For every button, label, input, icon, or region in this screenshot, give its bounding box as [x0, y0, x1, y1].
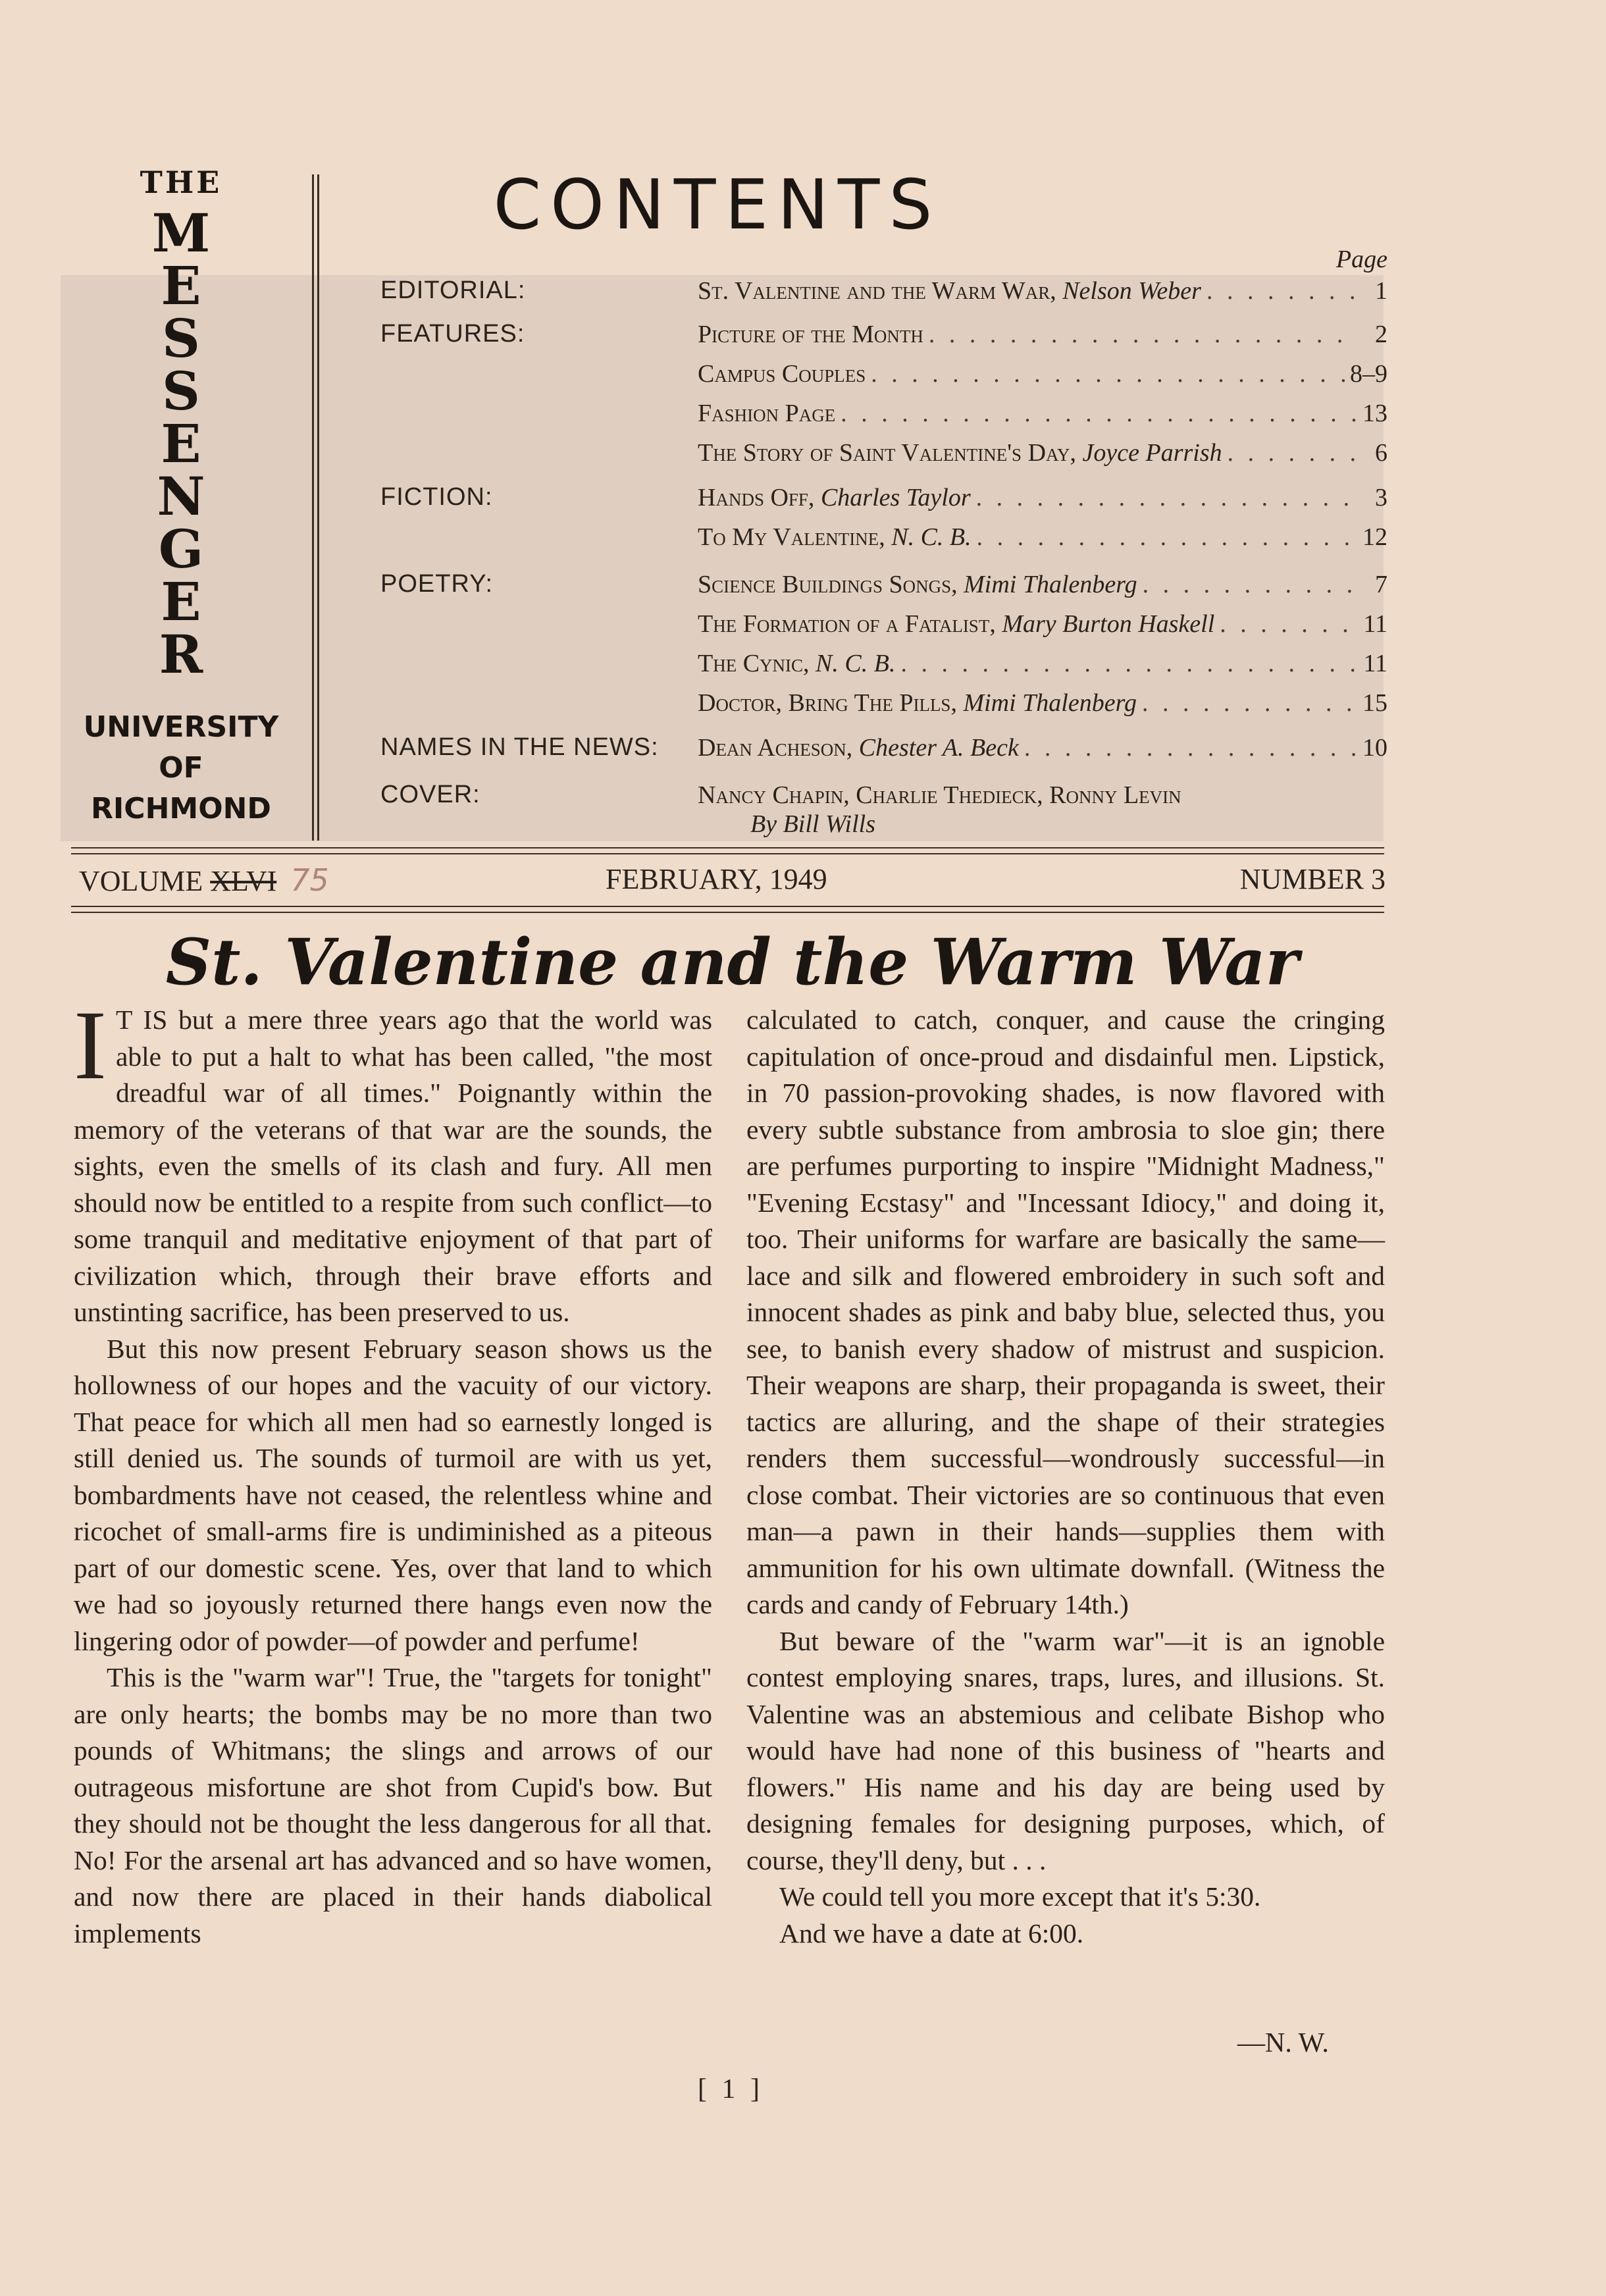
toc-row — [380, 320, 1387, 359]
volume-handwritten-number: 75 — [290, 862, 329, 898]
toc-entry[interactable] — [698, 320, 1387, 349]
toc-entry-author: Mimi Thalenberg — [963, 689, 1137, 717]
masthead-of-line: OF — [159, 751, 203, 785]
toc-entry[interactable] — [698, 523, 1387, 552]
toc-leader-dots — [976, 483, 1356, 512]
issue-number: NUMBER 3 — [1239, 863, 1386, 895]
toc-entry-title: The Story of Saint Valentine's Day, — [698, 439, 1077, 467]
toc-entry-title: Fashion Page — [698, 400, 836, 427]
toc-row — [380, 483, 1387, 523]
toc-page-number: 8–9 — [1350, 360, 1387, 388]
volume-label: VOLUME — [79, 865, 203, 897]
masthead-university — [66, 707, 296, 829]
toc-row — [380, 523, 1387, 562]
masthead-university-line: UNIVERSITY — [83, 710, 279, 744]
toc-entry[interactable] — [698, 649, 1387, 678]
toc-row — [380, 359, 1387, 399]
toc-entry-title: The Cynic, — [698, 650, 810, 677]
toc-entry-title: St. Valentine and the Warm War, — [698, 277, 1056, 305]
rule-line — [71, 847, 1384, 848]
toc-entry[interactable] — [698, 359, 1387, 388]
toc-row — [380, 781, 1387, 820]
masthead-letter: E — [161, 413, 201, 475]
paragraph-text: T IS but a mere three years ago that the world was able to put a halt to what has been called, "the most dreadful war of all times." Poignantly within the memory of the veterans of that war are the sounds, the sights, even the smells of its clash and fury. All men should now be entitled to a respite from such conflict—to some tranquil and meditative enjoyment of that part of civilization which, through their brave efforts and unstinting sacrifice, has been preserved to us. — [74, 1004, 712, 1327]
toc-page-number: 10 — [1362, 734, 1387, 762]
toc-entry[interactable] — [698, 781, 1387, 810]
contents-title: CONTENTS — [493, 165, 942, 245]
masthead-letter: E — [161, 255, 201, 317]
toc-entry[interactable] — [698, 610, 1387, 639]
toc-section-label: POETRY: — [380, 570, 494, 598]
cover-credit: By Bill Wills — [750, 810, 875, 838]
toc-section-label: FICTION: — [380, 483, 493, 511]
toc-page-number: 7 — [1375, 571, 1387, 598]
toc-entry[interactable] — [698, 438, 1387, 467]
toc-entry-title: Campus Couples — [698, 360, 866, 388]
toc-entry-title: Science Buildings Songs, — [698, 571, 958, 598]
toc-page-number: 11 — [1363, 650, 1387, 677]
toc-page-number: 13 — [1362, 400, 1387, 427]
toc-row — [380, 399, 1387, 438]
masthead — [66, 165, 296, 829]
masthead-letter: M — [151, 202, 211, 264]
toc-leader-dots — [1024, 733, 1356, 762]
article-paragraph: And we have a date at 6:00. — [779, 1918, 1084, 1948]
toc-entry[interactable] — [698, 733, 1387, 762]
toc-row — [380, 570, 1387, 610]
toc-leader-dots — [1228, 438, 1356, 467]
toc-entry-author: N. C. B. — [891, 523, 971, 551]
toc-entry-author: Joyce Parrish — [1082, 439, 1222, 467]
toc-leader-dots — [977, 523, 1356, 552]
issue-date: FEBRUARY, 1949 — [606, 863, 827, 895]
toc-entry-author: Mary Burton Haskell — [1002, 610, 1215, 638]
masthead-letter: S — [162, 360, 200, 422]
article-signoff: —N. W. — [1237, 2028, 1329, 2058]
article-paragraph: calculated to catch, conquer, and cause the cringing capitulation of once-proud and disdainful men. Lipstick, in 70 passion-provoking shades, is now flavored with every subtle substance from ambrosia to sloe gin; there are perfumes purporting to inspire "Midnight Madness," "Evening Ecstasy" and "Incessant Idiocy," and doing it, too. Their uniforms for warfare are basically the same—lace and silk and flowered embroidery in such soft and innocent shades as pink and baby blue, selected thus, you see, to banish every shadow of mistrust and suspicion. Their weapons are sharp, their propaganda is sweet, their tactics are alluring, and the shape of their strategies renders them successful—wondrously successful—in close combat. Their victories are so continuous that even man—a pawn in their hands—supplies them with ammunition for his own ultimate downfall. (Witness the cards and candy of February 14th.) — [746, 1004, 1385, 1619]
volume-info — [79, 862, 329, 898]
article-paragraph: This is the "warm war"! True, the "targets for tonight" are only hearts; the bombs may be no more than two pounds of Whitmans; the slings and arrows of our outrageous misfortune are shot from Cupid's bow. But they should not be thought the less dangerous for all that. No! For the arsenal art has advanced and so have women, and now there are placed in their hands diabolical implements — [74, 1662, 712, 1948]
toc-entry-title: To My Valentine, — [698, 523, 885, 551]
toc-entry-author: Mimi Thalenberg — [964, 571, 1137, 598]
page-folio: [ 1 ] — [698, 2074, 764, 2104]
masthead-letter: G — [158, 518, 204, 580]
toc-leader-dots — [1206, 276, 1356, 305]
article-paragraph: But beware of the "warm war"—it is an ignoble contest employing snares, traps, lures, and illusions. St. Valentine was an abstemious and celibate Bishop who would have had none of this business of "hearts and flowers." His name and his day are being used by designing females for designing purposes, which, of course, they'll deny, but . . . — [746, 1625, 1385, 1875]
masthead-divider — [312, 174, 314, 841]
toc-row — [380, 689, 1387, 728]
toc-entry-title: Doctor, Bring The Pills, — [698, 689, 957, 717]
toc-entry[interactable] — [698, 483, 1387, 512]
toc-entry-author: N. C. B. — [816, 650, 896, 677]
article-column-right — [746, 1002, 1385, 1952]
toc-entry[interactable] — [698, 689, 1387, 718]
toc-leader-dots — [841, 399, 1356, 428]
toc-cover-entry: Nancy Chapin, Charlie Thedieck, Ronny Levin — [698, 781, 1181, 809]
article-paragraph: But this now present February season shows us the hollowness of our hopes and the vacuity of our victory. That peace for which all men had so earnestly longed is still denied us. The sounds of turmoil are with us yet, bombardments have not ceased, the relentless whine and ricochet of small-arms fire is undiminished as a piteous part of our domestic scene. Yes, over that land to which we had so joyously returned there hangs even now the lingering odor of powder—of powder and perfume! — [74, 1333, 712, 1656]
masthead-letter: E — [161, 571, 201, 633]
masthead-the: THE — [140, 165, 222, 200]
masthead-letter: S — [162, 307, 200, 369]
toc-entry[interactable] — [698, 276, 1387, 305]
toc-leader-dots — [900, 649, 1356, 678]
masthead-letter: R — [159, 623, 203, 685]
toc-leader-dots — [1143, 570, 1356, 599]
toc-page-number: 12 — [1362, 523, 1387, 551]
toc-page-number: 11 — [1363, 610, 1387, 638]
toc-page-number: 15 — [1362, 689, 1387, 717]
toc-entry-title: Picture of the Month — [698, 321, 923, 348]
drop-cap: I — [74, 991, 107, 1100]
toc-entry-title: Dean Acheson, — [698, 734, 853, 762]
page-column-label: Page — [1335, 246, 1387, 273]
toc-page-number: 6 — [1375, 439, 1387, 467]
toc-leader-dots — [929, 320, 1356, 349]
toc-leader-dots — [871, 359, 1345, 388]
rule-line — [71, 906, 1384, 907]
volume-struck-number: XLVI — [210, 865, 277, 897]
toc-row — [380, 438, 1387, 478]
toc-entry[interactable] — [698, 570, 1387, 599]
toc-section-label: EDITORIAL: — [380, 276, 526, 304]
toc-leader-dots — [1142, 689, 1356, 718]
toc-leader-dots — [1220, 610, 1356, 639]
toc-row — [380, 649, 1387, 689]
issue-line — [79, 862, 1386, 902]
toc-row — [380, 733, 1387, 773]
toc-section-label: FEATURES: — [380, 320, 525, 348]
toc-section-label: COVER: — [380, 781, 480, 808]
toc-entry-author: Chester A. Beck — [858, 734, 1019, 762]
rule-line — [71, 853, 1384, 854]
masthead-divider — [317, 174, 319, 841]
toc-entry-author: Charles Taylor — [820, 484, 971, 511]
toc-row — [380, 276, 1387, 316]
toc-entry-title: Hands Off, — [698, 484, 815, 511]
masthead-richmond-line: RICHMOND — [91, 792, 271, 825]
toc-entry[interactable] — [698, 399, 1387, 428]
toc-page-number: 2 — [1375, 321, 1387, 348]
toc-entry-author: Nelson Weber — [1062, 277, 1201, 305]
article-paragraph: We could tell you more except that it's 5:30. — [779, 1881, 1261, 1912]
toc-page-number: 3 — [1375, 484, 1387, 511]
rule-line — [71, 912, 1384, 913]
toc-row — [380, 610, 1387, 649]
toc-section-label: NAMES IN THE NEWS: — [380, 733, 659, 761]
toc-entry-title: The Formation of a Fatalist, — [698, 610, 996, 638]
article-column-left — [74, 991, 712, 1952]
article-title: St. Valentine and the Warm War — [165, 925, 1299, 999]
toc-page-number: 1 — [1375, 277, 1387, 305]
article-paragraph — [74, 991, 712, 1331]
masthead-letter: N — [157, 465, 205, 527]
masthead-letters — [66, 202, 296, 685]
